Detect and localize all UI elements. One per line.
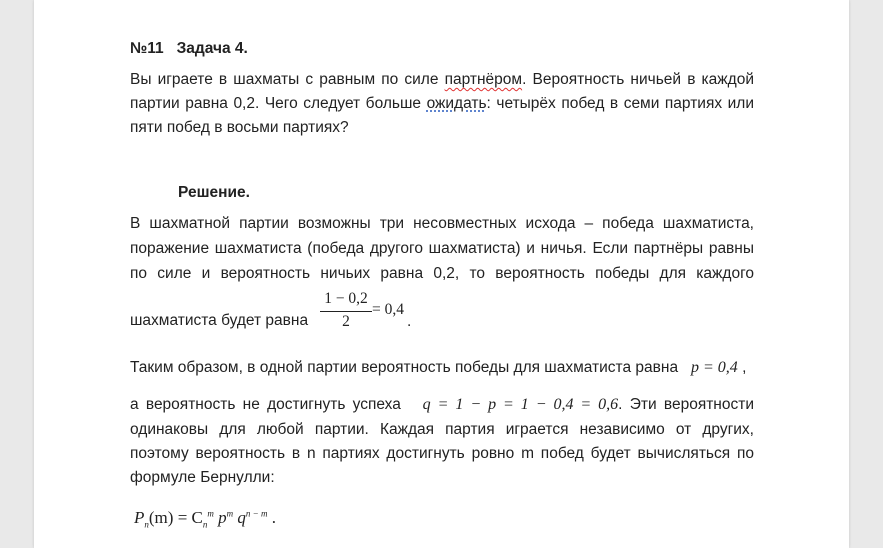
solution-line-1: В шахматной партии возможны три несовместных исхода – победа шахматиста, xyxy=(130,215,754,232)
solution-line-2: поражение шахматиста (победа другого шахматиста) и ничья. Если партнёры равны xyxy=(130,240,754,257)
fraction-result: = 0,4 xyxy=(372,301,404,318)
grammar-flag-expect[interactable]: ожидать xyxy=(426,95,487,112)
solution-line-9: формуле Бернулли: xyxy=(130,469,275,486)
task-line-2: партии равна 0,2. Чего следует больше ожидать: четырёх побед в семи партиях или xyxy=(130,95,755,112)
solution-title: Решение. xyxy=(178,184,250,201)
p-formula: p = 0,4 xyxy=(691,359,738,376)
task-title: Задача 4. xyxy=(176,40,248,57)
solution-line-3: по силе и вероятность ничьих равна 0,2, то вероятность победы для каждого xyxy=(130,265,754,282)
spelling-flag-partner[interactable]: партнёром xyxy=(444,71,523,88)
fraction-dot: . xyxy=(407,313,412,330)
solution-line-6: а вероятность не достигнуть успеха q = 1 − p = 1 − 0,4 = 0,6. Эти вероятности xyxy=(130,396,754,413)
fraction-bar xyxy=(320,311,372,312)
task-number: №11 xyxy=(130,40,164,57)
fraction-denominator: 2 xyxy=(342,313,350,330)
task-heading xyxy=(130,40,248,58)
fraction-numerator: 1 − 0,2 xyxy=(324,290,368,307)
task-line-1: Вы играете в шахматы с равным по силе партнёром. Вероятность ничьей в каждой xyxy=(130,71,754,88)
bernoulli-formula: $P_n(m) = C_n^m$ $p^m$ $q^{n - m}$ . xyxy=(134,508,276,530)
q-formula: q = 1 − p = 1 − 0,4 = 0,6 xyxy=(422,396,619,413)
solution-line-7: одинаковы для любой партии. Каждая партия играется независимо от других, xyxy=(130,421,754,438)
solution-line-5: Таким образом, в одной партии вероятность победы для шахматиста равна p = 0,4 , xyxy=(130,359,747,376)
solution-line-4: шахматиста будет равна xyxy=(130,312,309,329)
task-line-3: пяти побед в восьми партиях? xyxy=(130,119,349,136)
document-page xyxy=(34,0,849,548)
solution-line-8: поэтому вероятность в n партиях достигнуть ровно m побед будет вычисляться по xyxy=(130,445,754,462)
